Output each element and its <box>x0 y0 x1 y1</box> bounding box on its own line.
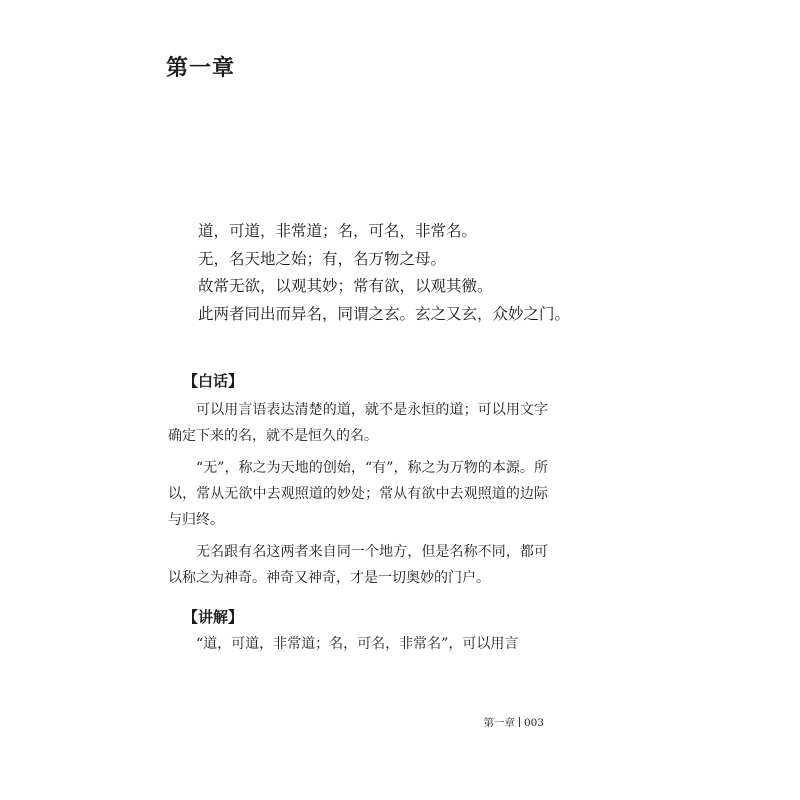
baihua-translation <box>168 397 548 597</box>
classic-line: 无，名天地之始；有，名万物之母。 <box>198 249 447 268</box>
baihua-paragraph: 无名跟有名这两者来自同一个地方，但是名称不同，都可以称之为神奇。神奇又神奇，才是一切奥妙的门户。 <box>168 544 548 586</box>
baihua-heading: 【白话】 <box>183 372 244 390</box>
jiangjie-explanation <box>168 631 548 663</box>
jiangjie-paragraph: “道，可道，非常道；名，可名，非常名”，可以用言 <box>196 636 519 652</box>
page-number: 003 <box>523 717 544 729</box>
chapter-title: 第一章 <box>166 56 236 81</box>
classic-text <box>198 218 570 328</box>
jiangjie-heading: 【讲解】 <box>183 608 244 626</box>
footer-divider <box>519 717 520 727</box>
footer-chapter: 第一章 <box>483 717 515 729</box>
page-footer <box>483 716 544 730</box>
baihua-paragraph: “无”，称之为天地的创始，“有”，称之为万物的本源。所以，常从无欲中去观照道的妙处；常从有欲中去观照道的边际与归终。 <box>168 460 548 528</box>
classic-line: 此两者同出而异名，同谓之玄。玄之又玄，众妙之门。 <box>198 304 571 323</box>
baihua-paragraph: 可以用言语表达清楚的道，就不是永恒的道；可以用文字确定下来的名，就不是恒久的名。 <box>168 402 548 444</box>
classic-line: 故常无欲，以观其妙；常有欲，以观其徼。 <box>198 277 493 295</box>
classic-line: 道，可道，非常道；名，可名，非常名。 <box>198 222 478 240</box>
